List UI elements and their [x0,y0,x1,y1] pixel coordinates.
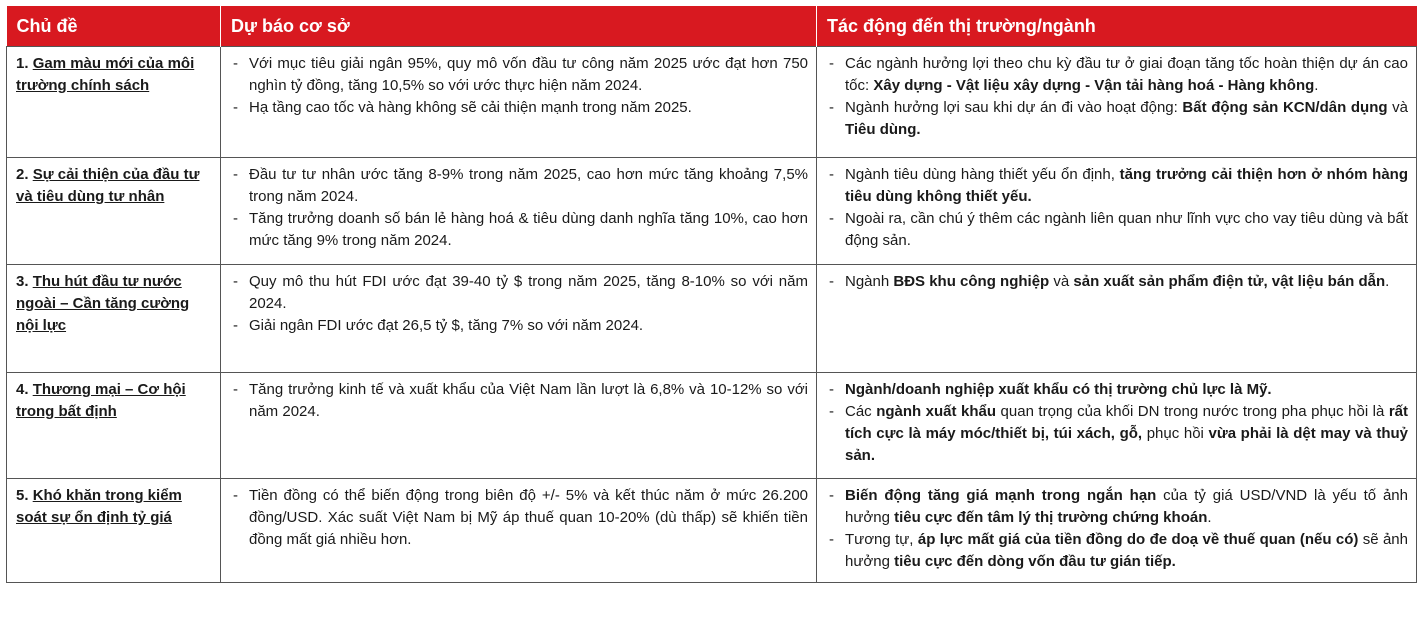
impact-bold-text: BĐS khu công nghiệp [893,273,1050,290]
impact-cell [817,373,1417,479]
forecast-table [6,6,1417,583]
impact-item [825,529,1408,573]
forecast-item: - Tiền đồng có thể biến động trong biên độ +/- 5% và kết thúc năm ở mức 26.200 đồng/USD. Xác suất Việt Nam bị Mỹ áp thuế quan 10-20% (dù thấp) sẽ khiến tiền đồng mất giá nhiều hơn. [229,485,808,551]
impact-text: Các ngành hưởng lợi theo chu kỳ đầu tư ở giai đoạn tăng tốc hoàn thiện dự án cao tốc: [845,55,1408,94]
impact-bold-text: Biến động tăng giá mạnh trong ngắn hạn [845,487,1157,504]
impact-cell [817,479,1417,583]
impact-bold-text: Ngành/doanh nghiệp xuất khẩu có thị trường chủ lực là Mỹ. [845,381,1272,398]
impact-item [825,164,1408,208]
impact-bold-text: áp lực mất giá của tiền đồng do đe doạ về thuế quan (nếu có) [917,531,1359,548]
topic-title: Khó khăn trong kiểm soát sự ổn định tỷ giá [16,487,182,526]
impact-item [825,485,1408,529]
impact-bold-text: sản xuất sản phẩm điện tử, vật liệu bán dẫn [1073,273,1386,290]
topic-number: 4. [16,381,29,398]
forecast-item: - Quy mô thu hút FDI ước đạt 39-40 tỷ $ trong năm 2025, tăng 8-10% so với năm 2024. [229,271,808,315]
table-row [7,47,1417,158]
impact-bold-text: tiêu cực đến dòng vốn đầu tư gián tiếp. [894,553,1176,570]
forecast-list [229,164,808,252]
header-impact: Tác động đến thị trường/ngành [817,6,1417,47]
forecast-cell [221,158,817,265]
header-row [7,6,1417,47]
topic-cell [7,47,221,158]
impact-text: . [1385,273,1390,290]
impact-text: Các [845,403,877,420]
impact-list [825,53,1408,141]
impact-bold-text: ngành xuất khẩu [876,403,997,420]
forecast-item: - Tăng trưởng doanh số bán lẻ hàng hoá & tiêu dùng danh nghĩa tăng 10%, cao hơn mức tăng 9% trong năm 2024. [229,208,808,252]
topic-title: Sự cải thiện của đầu tư và tiêu dùng tư nhân [16,166,200,205]
impact-text: Ngành tiêu dùng hàng thiết yếu ổn định, [845,166,1120,183]
impact-item [825,401,1408,467]
impact-item [825,208,1408,252]
topic-cell [7,158,221,265]
table-row [7,479,1417,583]
forecast-cell [221,479,817,583]
impact-list [825,379,1408,467]
impact-text: Ngoài ra, cần chú ý thêm các ngành liên quan như lĩnh vực cho vay tiêu dùng và bất động sản. [845,210,1408,249]
impact-bold-text: Bất động sản KCN/dân dụng [1182,99,1388,116]
topic-cell [7,479,221,583]
forecast-list [229,379,808,423]
impact-bold-text: rất tích cực là máy móc/thiết bị, túi xách, gỗ, [845,403,1409,442]
header-forecast: Dự báo cơ sở [221,6,817,47]
forecast-item: - Đầu tư tư nhân ước tăng 8-9% trong năm 2025, cao hơn mức tăng khoảng 7,5% trong năm 2024. [229,164,808,208]
topic-cell [7,265,221,373]
topic-title: Thu hút đầu tư nước ngoài – Cần tăng cường nội lực [16,273,190,334]
impact-cell [817,47,1417,158]
impact-text: Tương tự, [845,531,918,548]
impact-text: quan trọng của khối DN trong nước trong pha phục hồi là [996,403,1389,420]
impact-list [825,271,1408,293]
topic-number: 3. [16,273,29,290]
impact-item [825,97,1408,141]
topic-title: Gam màu mới của môi trường chính sách [16,55,195,94]
table-row [7,373,1417,479]
impact-bold-text: tiêu cực đến tâm lý thị trường chứng khoán [894,509,1208,526]
impact-text: Ngành [845,273,894,290]
topic-number: 5. [16,487,29,504]
forecast-item: - Với mục tiêu giải ngân 95%, quy mô vốn đầu tư công năm 2025 ước đạt hơn 750 nghìn tỷ đồng, tăng 10,5% so với ước thực hiện năm 2024. [229,53,808,97]
impact-text: của tỷ giá USD/VND là yếu tố ảnh hưởng [845,487,1408,526]
impact-bold-text: vừa phải là dệt may và thuỷ sản. [845,425,1409,464]
impact-text: Ngành hưởng lợi sau khi dự án đi vào hoạt động: [845,99,1183,116]
forecast-list [229,485,808,551]
impact-cell [817,265,1417,373]
forecast-list [229,271,808,337]
forecast-cell [221,47,817,158]
impact-item [825,271,1408,293]
topic-number: 1. [16,55,29,72]
impact-item [825,53,1408,97]
impact-list [825,164,1408,252]
impact-text: và [1049,273,1074,290]
table-row [7,158,1417,265]
impact-text: sẽ ảnh hưởng [845,531,1408,570]
impact-text: . [1207,509,1212,526]
impact-text: phục hồi [1142,425,1209,442]
impact-item [825,379,1408,401]
impact-cell [817,158,1417,265]
topic-cell [7,373,221,479]
impact-bold-text: Xây dựng - Vật liệu xây dựng - Vận tải hàng hoá - Hàng không [873,77,1315,94]
topic-title: Thương mại – Cơ hội trong bất định [16,381,186,420]
forecast-cell [221,265,817,373]
impact-list [825,485,1408,573]
forecast-item: - Giải ngân FDI ước đạt 26,5 tỷ $, tăng 7% so với năm 2024. [229,315,808,337]
impact-text: và [1387,99,1409,116]
table-row [7,265,1417,373]
header-topic: Chủ đề [7,6,221,47]
impact-text: . [1314,77,1319,94]
forecast-item: - Tăng trưởng kinh tế và xuất khẩu của Việt Nam lần lượt là 6,8% và 10-12% so với năm 2024. [229,379,808,423]
impact-bold-text: tăng trưởng cải thiện hơn ở nhóm hàng tiêu dùng không thiết yếu. [845,166,1408,205]
forecast-cell [221,373,817,479]
forecast-item: - Hạ tầng cao tốc và hàng không sẽ cải thiện mạnh trong năm 2025. [229,97,808,119]
impact-bold-text: Tiêu dùng. [845,121,921,138]
topic-number: 2. [16,166,29,183]
forecast-list [229,53,808,119]
